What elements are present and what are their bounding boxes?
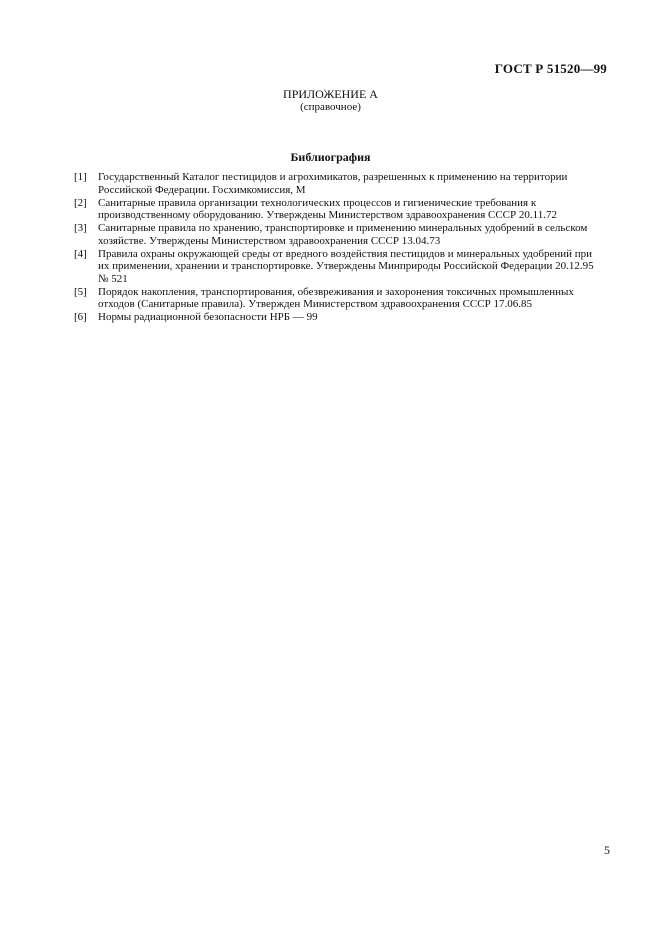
document-code: ГОСТ Р 51520—99 [494,61,607,76]
bibliography-item-2 [74,197,594,222]
appendix-heading [0,88,661,114]
bibliography-item-text: Государственный Каталог пестицидов и агрохимикатов, разрешенных к применению на территории Российской Федерации. Госхимкомиссия, М [98,171,568,196]
bibliography-item-text: Санитарные правила организации технологических процессов и гигиенические требования к производственному оборудованию. Утверждены Министерством здравоохранения СССР 20.11.72 [98,196,557,221]
bibliography-item-1 [74,171,594,196]
bibliography-item-text: Порядок накопления, транспортирования, обезвреживания и захоронения токсичных промышленных отходов (Санитарные правила). Утвержден Министерством здравоохранения СССР 17.06.85 [98,285,574,310]
bibliography-item-text: Нормы радиационной безопасности НРБ — 99 [98,311,318,323]
bibliography-item-number: [2] [74,196,87,209]
bibliography-item-number: [1] [74,171,87,183]
bibliography-item-number: [4] [74,247,87,260]
page-number: 5 [604,843,610,857]
appendix-title: ПРИЛОЖЕНИЕ А [283,87,378,101]
bibliography-item-number: [6] [74,311,87,323]
bibliography-item-4 [74,248,594,286]
bibliography-item-6 [74,311,594,324]
appendix-subtitle: (справочное) [300,101,361,113]
bibliography-item-5 [74,286,594,311]
bibliography-item-text: Санитарные правила по хранению, транспортировке и применению минеральных удобрений в сельском хозяйстве. Утверждены Министерством здравоохранения СССР 13.04.73 [98,222,588,247]
bibliography-item-3 [74,222,594,247]
bibliography-list [74,171,594,324]
bibliography-title: Библиография [290,150,371,164]
bibliography-item-text: Правила охраны окружающей среды от вредного воздействия пестицидов и минеральных удобрений при их применении, хранении и транспортировке. Утверждены Минприроды Российской Федерации 20.12.95 № 521 [98,247,594,285]
bibliography-item-number: [3] [74,222,87,234]
bibliography-item-number: [5] [74,285,87,298]
